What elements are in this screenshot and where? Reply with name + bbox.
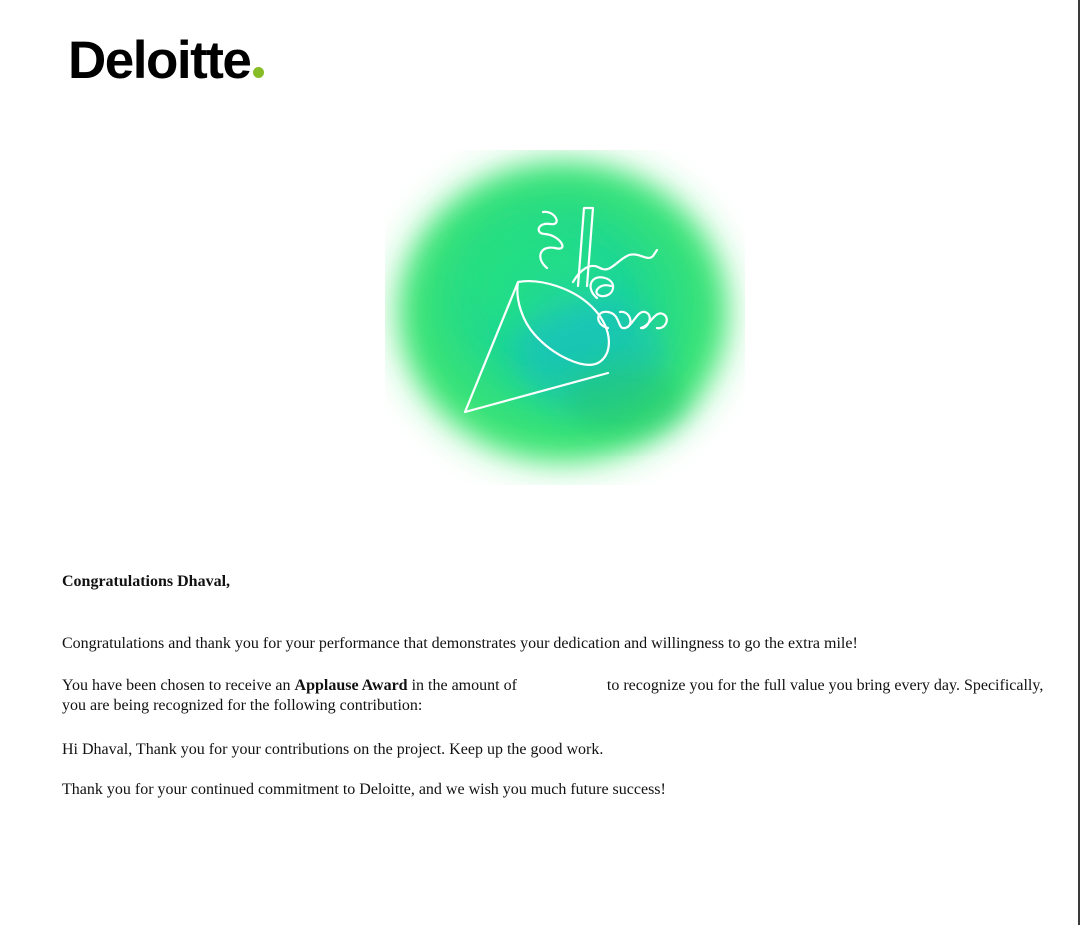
party-popper-icon [385,150,745,485]
paragraph-award [62,676,1052,716]
award-text-part1: You have been chosen to receive an [62,677,295,694]
paragraph-closing: Thank you for your continued commitment to Deloitte, and we wish you much future success! [62,781,666,798]
award-name: Applause Award [294,677,408,694]
greeting: Congratulations Dhaval, [62,573,231,590]
hero-illustration [385,150,745,485]
logo-wordmark: Deloitte [68,31,251,90]
logo-dot [253,67,264,78]
paragraph-contribution: Hi Dhaval, Thank you for your contributions on the project. Keep up the good work. [62,741,604,758]
paragraph-thanks: Congratulations and thank you for your performance that demonstrates your dedication and willingness to go the extra mile! [62,635,858,652]
award-text-part2: in the amount of [407,677,521,694]
deloitte-logo [68,31,264,90]
award-text-part3: to recognize you for the full value you bring every day. Specifically, you are being recognized for the following contribution: [62,677,1044,714]
